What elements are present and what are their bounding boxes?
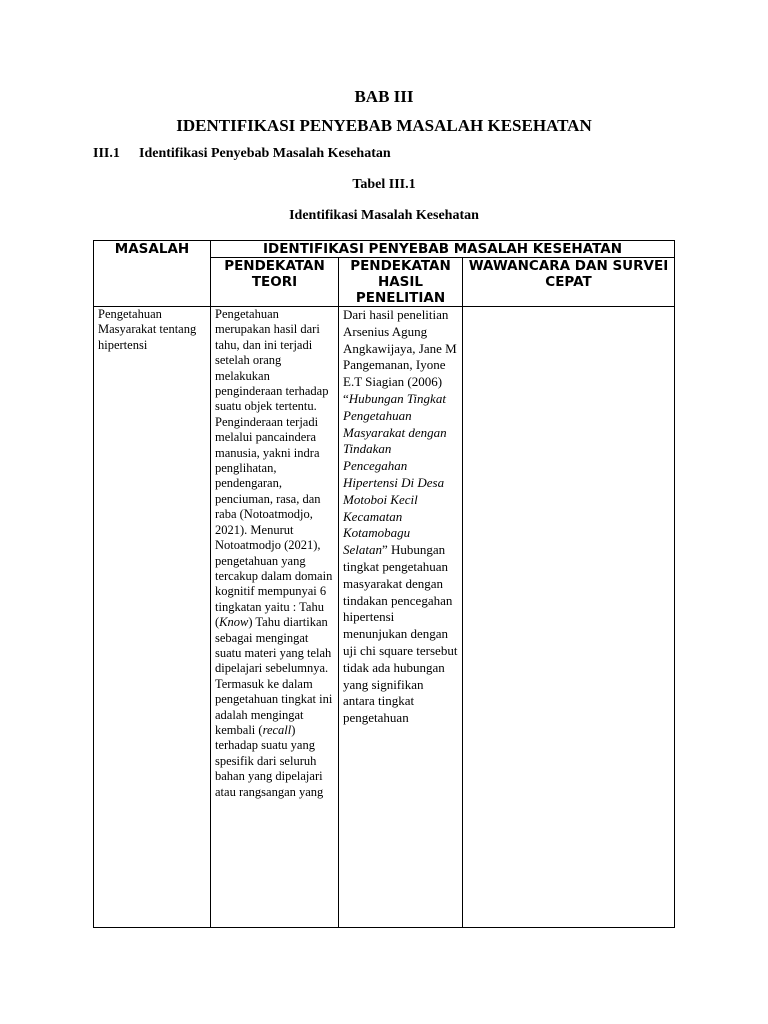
teori-italic-recall: recall (262, 722, 292, 737)
section-heading (93, 146, 391, 162)
section-number: III.1 (93, 146, 120, 161)
penelitian-text-2: ” Hubungan tingkat pengetahuan masyarakat dengan tindakan pencegahan hipertensi menunjukan dengan uji chi square tersebut tidak ada hubungan yang signifikan antara tingkat pengetahuan (343, 542, 458, 726)
teori-text-2: ) Tahu diartikan sebagai mengingat suatu materi yang telah dipelajari sebelumnya. Termasuk ke dalam pengetahuan tingkat ini adalah mengingat kembali ( (215, 615, 333, 737)
chapter-heading: BAB III (354, 87, 414, 106)
cell-penelitian (339, 307, 463, 928)
teori-italic-know: Know (219, 615, 249, 630)
header-penelitian: PENDEKATAN HASIL PENELITIAN (339, 258, 463, 307)
table-caption: Identifikasi Masalah Kesehatan (289, 208, 479, 223)
teori-text-3: ) terhadap suatu yang spesifik dari seluruh bahan yang dipelajari atau rangsangan yang (215, 722, 324, 799)
table-number: Tabel III.1 (352, 177, 416, 192)
table-row (94, 307, 675, 928)
chapter-title: IDENTIFIKASI PENYEBAB MASALAH KESEHATAN (176, 116, 592, 135)
cell-masalah: Pengetahuan Masyarakat tentang hipertensi (94, 307, 211, 928)
header-group: IDENTIFIKASI PENYEBAB MASALAH KESEHATAN (211, 241, 675, 258)
cell-wawancara (463, 307, 675, 928)
header-wawancara: WAWANCARA DAN SURVEI CEPAT (463, 258, 675, 307)
penelitian-text-1: Dari hasil penelitian Arsenius Agung Angkawijaya, Jane M Pangemanan, Iyone E.T Siagian (2006) “ (343, 307, 457, 406)
teori-text-1: Pengetahuan merupakan hasil dari tahu, dan ini terjadi setelah orang melakukan penginderaan terhadap suatu objek tertentu. Penginderaan terjadi melalui pancaindera manusia, yakni indra penglihatan, pendengaran, penciuman, rasa, dan raba (Notoatmodjo, 2021). Menurut Notoatmodjo (2021), pengetahuan yang tercakup dalam domain kognitif mempunyai 6 tingkatan yaitu : Tahu ( (215, 307, 333, 630)
table-header-row (94, 241, 675, 258)
penelitian-italic-title: Hubungan Tingkat Pengetahuan Masyarakat dengan Tindakan Pencegahan Hipertensi Di Desa Motoboi Kecil Kecamatan Kotamobagu Selatan (343, 390, 447, 558)
header-teori: PENDEKATAN TEORI (211, 258, 339, 307)
section-title: Identifikasi Penyebab Masalah Kesehatan (139, 146, 391, 161)
problem-identification-table (93, 240, 675, 928)
header-masalah: MASALAH (94, 241, 211, 307)
cell-teori (211, 307, 339, 928)
